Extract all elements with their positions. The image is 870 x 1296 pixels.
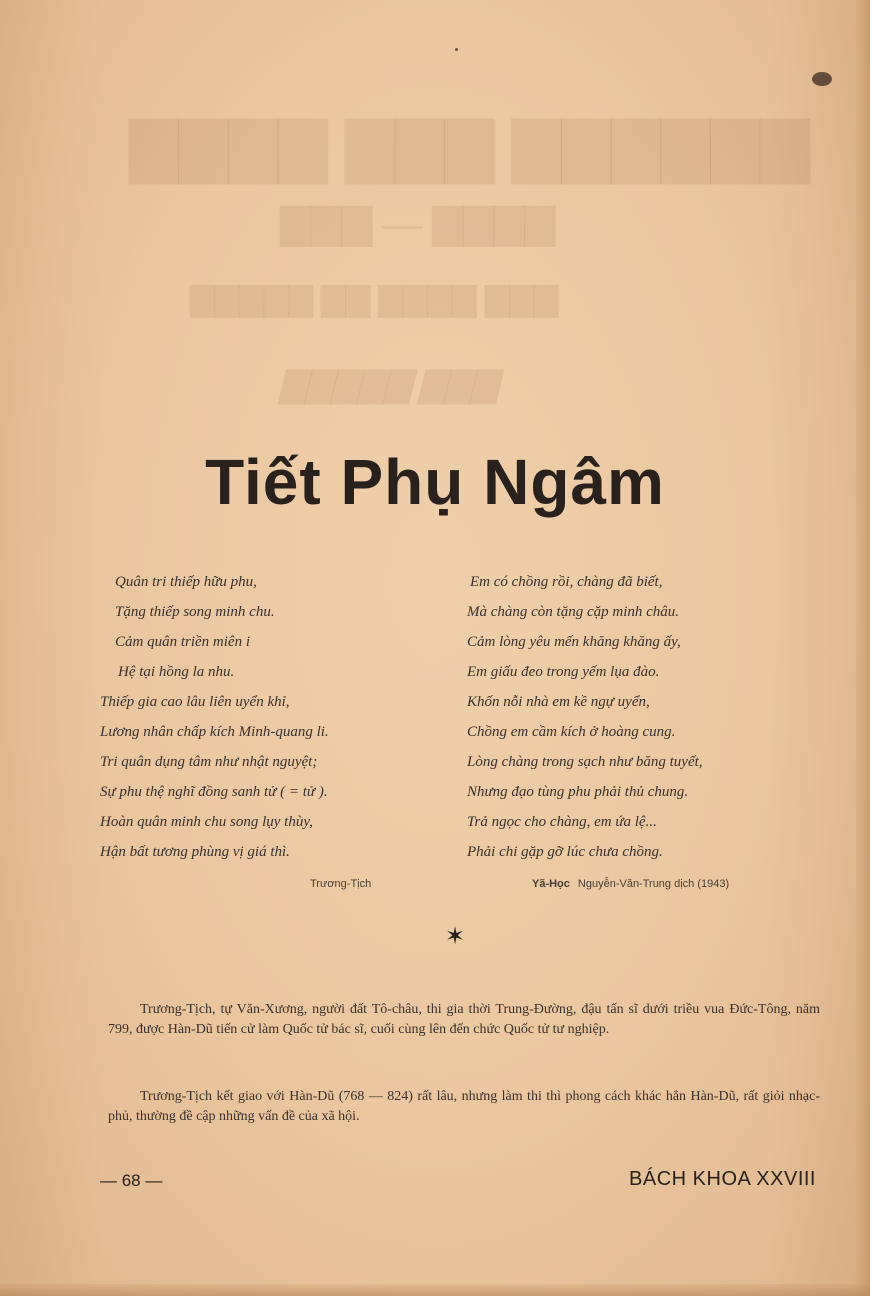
- poem-line: Sự phu thệ nghĩ đồng sanh tử ( = tử ).: [100, 784, 328, 800]
- poem-line: Hận bất tương phùng vị giá thì.: [100, 844, 290, 860]
- poem-line: Hoàn quân minh chu song lụy thùy,: [100, 814, 313, 830]
- paragraph: Trương-Tịch kết giao với Hàn-Dũ (768 — 824) rất lâu, nhưng làm thi thì phong cách khác hẳn Hàn-Dũ, rất giỏi nhạc-phủ, thường đề cập những vấn đề của xã hội.: [108, 1089, 820, 1124]
- poem-line: Khốn nỗi nhà em kề ngự uyển,: [467, 694, 650, 710]
- page-edge-bottom: [0, 1284, 870, 1296]
- translator-pen-name: Yã-Học: [532, 878, 570, 890]
- poem-line: Mà chàng còn tặng cặp minh châu.: [467, 604, 680, 620]
- poem-line: Lương nhân chấp kích Minh-quang li.: [100, 724, 329, 740]
- paragraph: Trương-Tịch, tự Văn-Xương, người đất Tô-châu, thi gia thời Trung-Đường, đậu tấn sĩ dưới triều vua Đức-Tông, năm 799, được Hàn-Dũ tiến cử làm Quốc tử bác sĩ, cuối cùng lên đến chức Quốc tử tư nghiệp.: [108, 1002, 820, 1037]
- translator-credit: Nguyễn-Văn-Trung dịch (1943): [577, 878, 730, 890]
- magazine-issue: BÁCH KHOA XXVIII: [629, 1168, 816, 1190]
- poem-line: Chồng em cầm kích ở hoàng cung.: [467, 724, 676, 740]
- poem-line: Hệ tại hồng la nhu.: [118, 664, 235, 680]
- poem-line: Tặng thiếp song minh chu.: [115, 604, 275, 620]
- ink-spot: [455, 48, 458, 51]
- page-number: — 68 —: [100, 1171, 163, 1190]
- show-through-text: ▇▇▇▇ ▇▇▇ ▇▇▇▇▇▇ ▇▇▇ — ▇▇▇▇ ▇▇▇▇▇ ▇▇ ▇▇▇▇ ▇▇▇ ▇▇▇▇▇ ▇▇▇: [130, 114, 811, 404]
- poem-line: Quân tri thiếp hữu phu,: [115, 574, 257, 590]
- star-separator: ✶: [445, 922, 466, 950]
- poem-translation: [467, 567, 703, 867]
- poem-line: Cảm quân triền miên i: [115, 634, 250, 650]
- ink-spot: [812, 72, 832, 86]
- poem-line: Em giấu đeo trong yếm lụa đào.: [467, 664, 660, 680]
- poem-line: Phải chi gặp gỡ lúc chưa chồng.: [467, 844, 663, 860]
- poem-title: Tiết Phụ Ngâm: [205, 446, 665, 518]
- poem-line: Cảm lòng yêu mến khăng khăng ấy,: [467, 634, 681, 650]
- poem-line: Thiếp gia cao lâu liên uyển khỉ,: [100, 694, 290, 710]
- poem-line: Tri quân dụng tâm như nhật nguyệt;: [100, 754, 318, 770]
- poem-line: Lòng chàng trong sạch như băng tuyết,: [467, 754, 703, 770]
- translation-credit: [532, 878, 729, 890]
- poem-author: Trương-Tịch: [310, 878, 372, 890]
- poem-line: Em có chồng rồi, chàng đã biết,: [470, 574, 663, 590]
- page-edge-right: [856, 0, 870, 1296]
- poem-original: [100, 567, 329, 867]
- poem-line: Trả ngọc cho chàng, em ứa lệ...: [467, 814, 657, 830]
- poem-line: Nhưng đạo tùng phu phải thủ chung.: [467, 784, 689, 800]
